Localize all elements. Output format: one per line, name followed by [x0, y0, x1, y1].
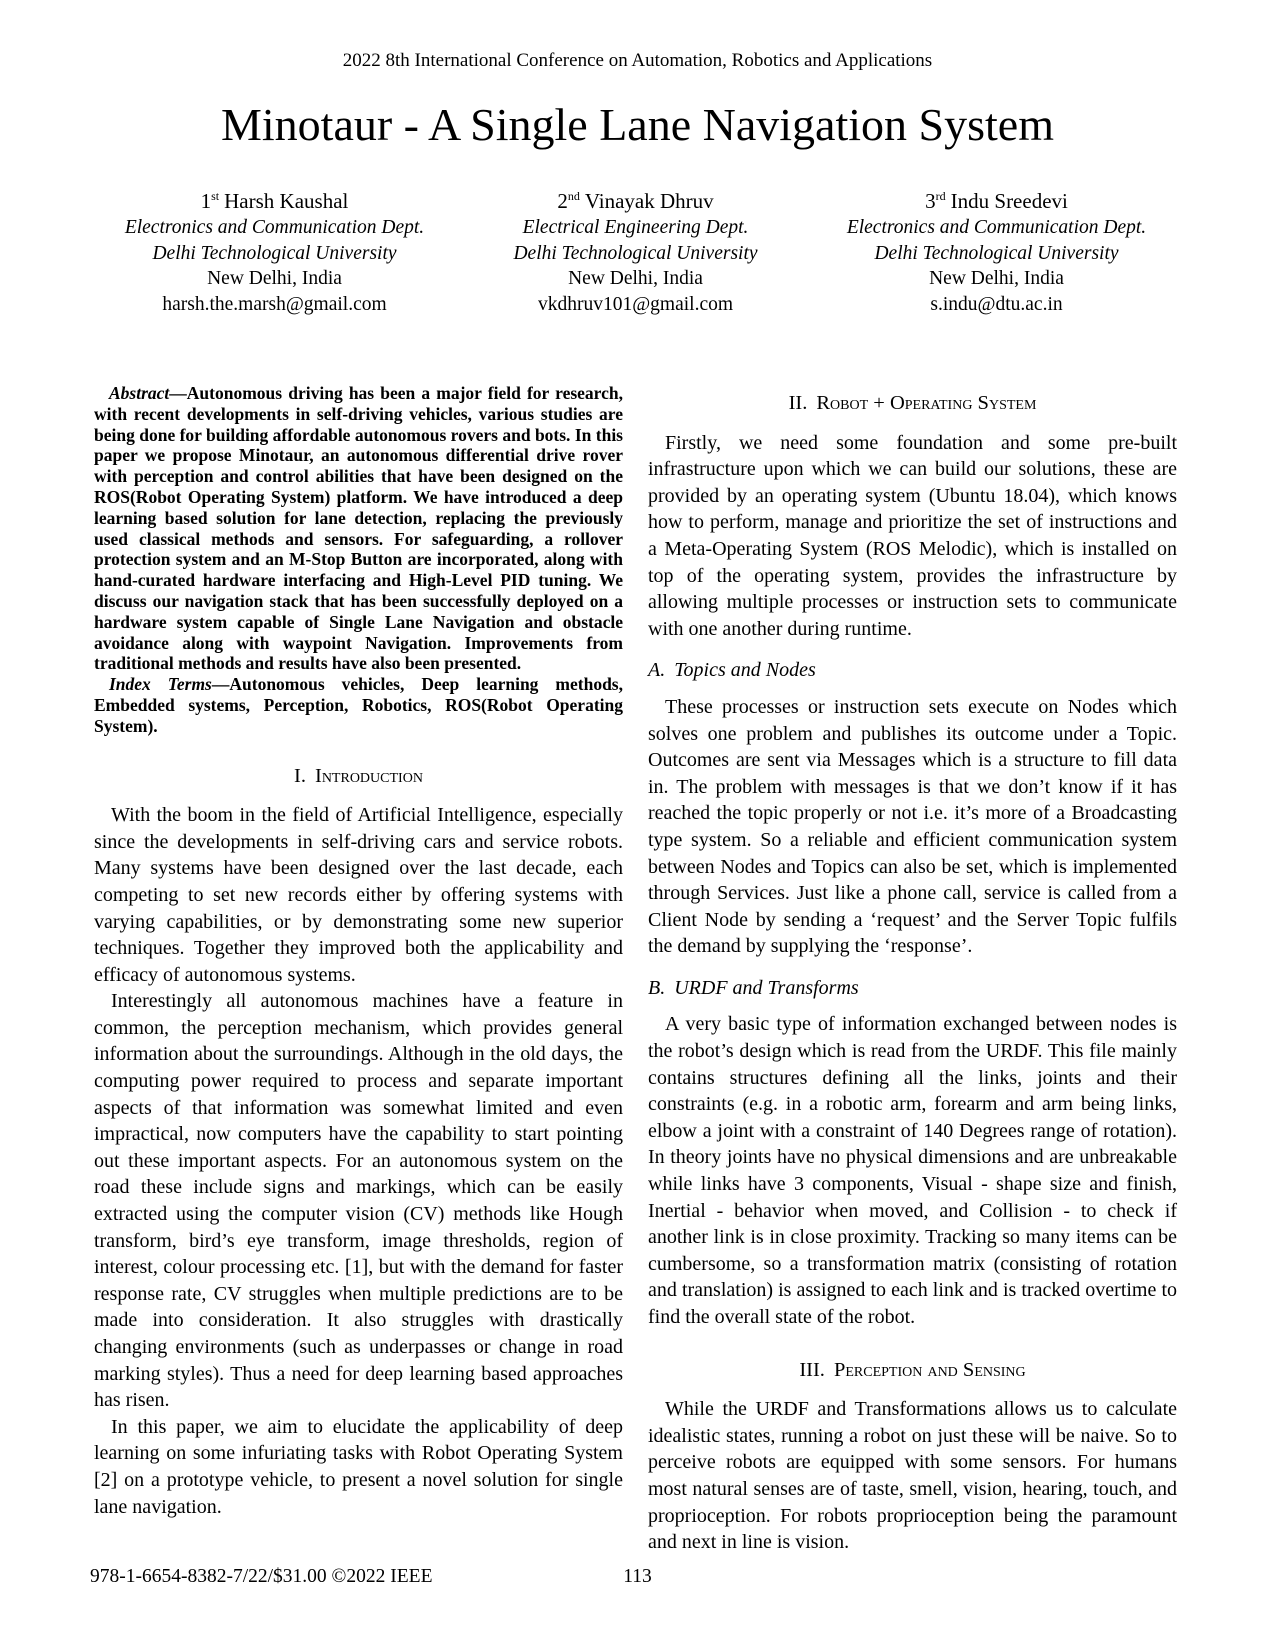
footer-page-number: 113 [623, 1566, 652, 1587]
section-number: I. [294, 764, 306, 787]
author-location: New Delhi, India [207, 268, 342, 289]
author-department: Electrical Engineering Dept. [522, 217, 749, 238]
conference-header: 2022 8th International Conference on Automation, Robotics and Applications [342, 50, 933, 71]
author-block [455, 188, 816, 317]
index-terms-paragraph [94, 674, 623, 736]
author-ordinal-suffix: rd [935, 189, 946, 203]
perception-sensing-paragraph: While the URDF and Transformations allows us to calculate idealistic states, running a robot on just these will be naive. So to perceive robots are equipped with some sensors. For humans most natural senses are of taste, smell, vision, hearing, touch, and proprioception. For robots proprioception being the paramount and next in line is vision. [648, 1398, 1177, 1554]
author-ordinal-suffix: st [211, 189, 220, 203]
author-university: Delhi Technological University [152, 242, 397, 264]
author-email: vkdhruv101@gmail.com [537, 293, 734, 315]
subsection-label: B. [648, 976, 666, 999]
section-title: Robot + Operating System [816, 392, 1037, 414]
author-name: Harsh Kaushal [224, 189, 349, 213]
author-block-row [94, 188, 1177, 317]
section-number: II. [788, 392, 808, 414]
intro-paragraph-2: Interestingly all autonomous machines have a feature in common, the perception mechanism, which provides general information about the surroundings. Although in the old days, the computing power required to process and separate important aspects of that information was somewhat limited and even impractical, now computers have the capability to start pointing out these important aspects. For an autonomous system on the road these include signs and markings, which can be easily extracted using the computer vision (CV) methods like Hough transform, bird’s eye transform, image thresholds, region of interest, colour processing etc. [1], but with the demand for faster response rate, CV struggles when multiple predictions are to be made into consideration. It also struggles with drastically changing environments (such as underpasses or change in road marking styles). Thus a need for deep learning based approaches has risen. [94, 990, 623, 1412]
author-email: s.indu@dtu.ac.in [930, 293, 1063, 315]
section-heading-robot-os [648, 390, 1177, 417]
author-department: Electronics and Communication Dept. [124, 217, 425, 238]
section-number: III. [799, 1358, 825, 1381]
author-block [94, 188, 455, 317]
author-block [816, 188, 1177, 317]
author-department: Electronics and Communication Dept. [846, 217, 1147, 238]
author-name-line [94, 188, 455, 215]
author-ordinal-suffix: nd [567, 189, 580, 203]
author-location: New Delhi, India [929, 268, 1064, 289]
author-ordinal: 1 [200, 189, 212, 213]
author-name-line [816, 188, 1177, 215]
paper-title: Minotaur - A Single Lane Navigation System [220, 99, 1054, 150]
intro-paragraph-1: With the boom in the field of Artificial Intelligence, especially since the developments in self-driving cars and service robots. Many systems have been designed over the last decade, each competing to set new records either by offering systems with varying capabilities, or by demonstrating some new superior techniques. Together they improved both the applicability and efficacy of autonomous systems. [94, 804, 623, 986]
author-university: Delhi Technological University [874, 242, 1119, 264]
left-column [94, 383, 623, 1520]
author-name: Vinayak Dhruv [584, 189, 714, 213]
subsection-heading-topics-nodes [648, 657, 1177, 684]
right-column [648, 383, 1177, 1556]
subsection-title: Topics and Nodes [674, 659, 816, 682]
section-heading-perception-sensing [648, 1357, 1177, 1384]
abstract-lead: Abstract [109, 383, 170, 403]
author-name-line [455, 188, 816, 215]
author-ordinal: 2 [557, 189, 568, 213]
section-title: Introduction [315, 764, 423, 787]
abstract-text: —Autonomous driving has been a major field for research, with recent developments in self-driving vehicles, various studies are being done for building affordable autonomous rovers and bots. In this paper we propose Minotaur, an autonomous differential drive rover with perception and control abilities that have been designed on the ROS(Robot Operating System) platform. We have introduced a deep learning based solution for lane detection, replacing the previously used classical methods and sensors. For safeguarding, a rollover protection system and an M-Stop Button are incorporated, along with hand-curated hardware interfacing and High-Level PID tuning. We discuss our navigation stack that has been successfully deployed on a hardware system capable of Single Lane Navigation and obstacle avoidance along with waypoint Navigation. Improvements from traditional methods and results have also been presented. [94, 383, 623, 674]
robot-os-paragraph: Firstly, we need some foundation and some pre-built infrastructure upon which we can build our solutions, these are provided by an operating system (Ubuntu 18.04), which knows how to perform, manage and prioritize the set of instructions and a Meta-Operating System (ROS Melodic), which is installed on top of the operating system, provides the infrastructure by allowing multiple processes or instruction sets to communicate with one another during runtime. [648, 431, 1177, 640]
topics-nodes-paragraph: These processes or instruction sets execute on Nodes which solves one problem and publishes its outcome under a Topic. Outcomes are sent via Messages which is a structure to fill data in. The problem with messages is that we don’t know if it has reached the topic properly or not i.e. it’s more of a Broadcasting type system. So a reliable and efficient communication system between Nodes and Topics can also be set, which is implemented through Services. Just like a phone call, service is called from a Client Node by sending a ‘request’ and the Server Topic fulfils the demand by supplying the ‘response’. [648, 695, 1177, 958]
intro-paragraph-3: In this paper, we aim to elucidate the applicability of deep learning on some infuriating tasks with Robot Operating System [2] on a prototype vehicle, to present a novel solution for single lane navigation. [94, 1415, 623, 1518]
subsection-label: A. [648, 659, 666, 682]
subsection-heading-urdf-transforms [648, 975, 1177, 1002]
urdf-transforms-paragraph: A very basic type of information exchanged between nodes is the robot’s design which is read from the URDF. This file mainly contains structures defining all the links, joints and their constraints (e.g. in a robotic arm, forearm and arm being links, elbow a joint with a constraint of 140 Degrees range of rotation). In theory joints have no physical dimensions and are unbreakable while links have 3 components, Visual - shape size and finish, Inertial - behavior when moved, and Collision - to check if another link is in close proximity. Tracking so many items can be cumbersome, so a transformation matrix (consisting of rotation and translation) is assigned to each link and is tracked overtime to find the overall state of the robot. [648, 1013, 1177, 1328]
subsection-title: URDF and Transforms [674, 976, 859, 999]
author-university: Delhi Technological University [513, 242, 758, 264]
author-email: harsh.the.marsh@gmail.com [162, 293, 387, 315]
author-ordinal: 3 [925, 189, 936, 213]
index-terms-lead: Index Terms [109, 674, 212, 695]
abstract-paragraph [94, 383, 623, 674]
index-terms-text: —Autonomous vehicles, Deep learning methods, Embedded systems, Perception, Robotics, ROS(Robot Operating System). [94, 674, 623, 736]
author-name: Indu Sreedevi [950, 189, 1068, 213]
section-heading-introduction [94, 763, 623, 790]
footer-copyright: 978-1-6654-8382-7/22/$31.00 ©2022 IEEE [90, 1566, 433, 1587]
section-title: Perception and Sensing [833, 1358, 1026, 1381]
author-location: New Delhi, India [568, 268, 703, 289]
